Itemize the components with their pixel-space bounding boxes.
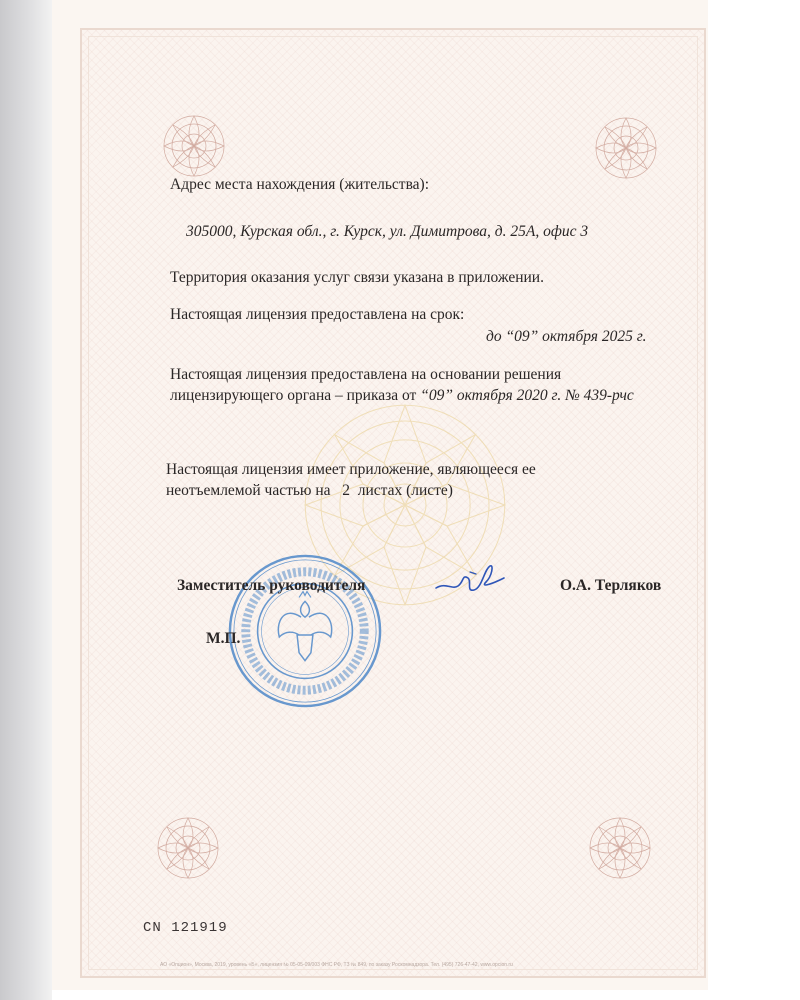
serial-number: CN 121919 — [143, 920, 228, 936]
appendix-line-1: Настоящая лицензия имеет приложение, являющееся ее — [166, 461, 536, 478]
appendix-line-2-prefix: неотъемлемой частью на — [166, 482, 335, 499]
guilloche-rosette-icon — [590, 112, 662, 184]
basis-line-1: Настоящая лицензия предоставлена на основании решения — [170, 366, 562, 383]
address-value: 305000, Курская обл., г. Курск, ул. Димитрова, д. 25А, офис 3 — [186, 223, 589, 240]
basis-order-value: “09” октября 2020 г. № 439-рчс — [420, 387, 634, 404]
guilloche-rosette-icon — [584, 812, 656, 884]
territory-text: Территория оказания услуг связи указана в приложении. — [170, 269, 544, 286]
address-label: Адрес места нахождения (жительства): — [170, 176, 430, 193]
basis-line-2-prefix: лицензирующего органа – приказа от — [170, 387, 421, 404]
scan-edge — [0, 0, 52, 1000]
guilloche-rosette-icon — [152, 812, 224, 884]
signer-name: О.А. Терляков — [560, 577, 662, 594]
appendix-line-2-suffix: листах (листе) — [357, 482, 453, 499]
handwritten-signature-icon — [432, 560, 512, 600]
basis-line-2 — [170, 386, 634, 406]
term-value: до “09” октября 2025 г. — [486, 328, 647, 345]
printer-footer: АО «Опцион», Москва, 2019, уровень «Б», лицензия № 05-05-09/003 ФНС РФ, ТЗ № 849, по заказу Роскомнадзора. Тел. (495) 726-47-42, www.opcion.ru — [160, 962, 513, 968]
appendix-line-2 — [166, 481, 453, 501]
seal-place-label: М.П. — [206, 630, 241, 647]
term-label: Настоящая лицензия предоставлена на срок: — [170, 306, 465, 323]
guilloche-rosette-icon — [158, 110, 230, 182]
signer-title: Заместитель руководителя — [177, 577, 366, 594]
appendix-count: 2 — [342, 482, 350, 499]
